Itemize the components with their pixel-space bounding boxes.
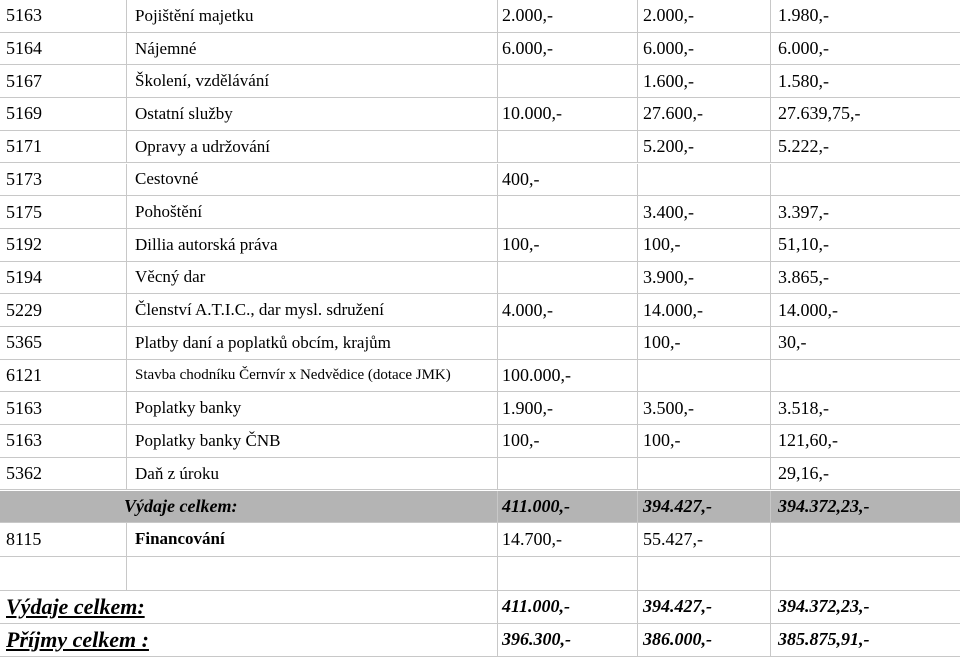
item-name: Nájemné	[135, 38, 197, 58]
item-name: Stavba chodníku Černvír x Nedvědice (dotace JMK)	[135, 367, 451, 384]
column-divider	[770, 98, 771, 130]
budget-approved: 10.000,-	[502, 103, 562, 124]
column-divider	[770, 425, 771, 457]
column-divider	[126, 0, 127, 32]
budget-adjusted: 6.000,-	[643, 38, 694, 59]
account-code: 5163	[6, 5, 42, 26]
account-code: 6121	[6, 365, 42, 386]
item-name: Cestovné	[135, 169, 199, 189]
column-divider	[770, 327, 771, 359]
column-divider	[770, 65, 771, 97]
column-divider	[770, 360, 771, 392]
item-name: Platby daní a poplatků obcím, krajům	[135, 332, 391, 352]
account-code: 5362	[6, 463, 42, 484]
account-code: 5163	[6, 430, 42, 451]
budget-approved: 100.000,-	[502, 365, 571, 386]
column-divider	[126, 98, 127, 130]
account-code: 5175	[6, 201, 42, 222]
budget-actual: 29,16,-	[778, 463, 829, 484]
budget-approved: 2.000,-	[502, 5, 553, 26]
column-divider	[637, 327, 638, 359]
column-divider	[126, 360, 127, 392]
column-divider	[770, 523, 771, 556]
column-divider	[497, 523, 498, 556]
summary-actual: 394.372,23,-	[778, 596, 870, 616]
budget-actual: 27.639,75,-	[778, 103, 861, 124]
column-divider	[770, 131, 771, 163]
column-divider	[637, 0, 638, 32]
table-row	[0, 360, 960, 393]
account-code: 5171	[6, 136, 42, 157]
financing-name: Financování	[135, 529, 225, 548]
budget-adjusted: 100,-	[643, 332, 681, 353]
column-divider	[126, 229, 127, 261]
account-code: 5164	[6, 38, 42, 59]
table-row	[0, 98, 960, 131]
budget-approved: 100,-	[502, 234, 540, 255]
item-name: Pohoštění	[135, 202, 203, 222]
table-row	[0, 196, 960, 229]
column-divider	[637, 425, 638, 457]
column-divider	[126, 262, 127, 294]
item-name: Daň z úroku	[135, 463, 220, 483]
column-divider	[126, 458, 127, 490]
budget-adjusted: 100,-	[643, 234, 681, 255]
item-name: Členství A.T.I.C., dar mysl. sdružení	[135, 300, 384, 320]
column-divider	[637, 523, 638, 556]
column-divider	[497, 229, 498, 261]
budget-actual: 1.580,-	[778, 70, 829, 91]
column-divider	[637, 65, 638, 97]
table-row	[0, 294, 960, 327]
budget-adjusted: 14.000,-	[643, 299, 703, 320]
item-name: Poplatky banky ČNB	[135, 430, 281, 450]
subtotal-label: Výdaje celkem:	[124, 495, 238, 516]
budget-actual: 3.865,-	[778, 266, 829, 287]
column-divider	[126, 523, 127, 556]
table-row	[0, 65, 960, 98]
budget-adjusted: 3.500,-	[643, 397, 694, 418]
table-row	[0, 262, 960, 295]
subtotal-approved: 411.000,-	[502, 495, 571, 516]
column-divider	[770, 164, 771, 196]
financing-approved: 14.700,-	[502, 528, 562, 549]
column-divider	[497, 164, 498, 196]
budget-actual: 51,10,-	[778, 234, 829, 255]
financing-code: 8115	[6, 528, 42, 549]
subtotal-row	[0, 491, 960, 523]
column-divider	[497, 557, 498, 590]
column-divider	[637, 458, 638, 490]
column-divider	[637, 33, 638, 65]
column-divider	[126, 425, 127, 457]
column-divider	[497, 360, 498, 392]
budget-approved: 6.000,-	[502, 38, 553, 59]
subtotal-adjusted: 394.427,-	[643, 495, 712, 516]
column-divider	[770, 196, 771, 228]
column-divider	[637, 229, 638, 261]
account-code: 5365	[6, 332, 42, 353]
table-row	[0, 0, 960, 33]
budget-adjusted: 2.000,-	[643, 5, 694, 26]
budget-actual: 6.000,-	[778, 38, 829, 59]
summary-actual: 385.875,91,-	[778, 629, 870, 649]
budget-actual: 1.980,-	[778, 5, 829, 26]
column-divider	[637, 624, 638, 656]
column-divider	[637, 557, 638, 590]
column-divider	[126, 131, 127, 163]
financing-row	[0, 523, 960, 557]
column-divider	[126, 65, 127, 97]
summary-row	[0, 624, 960, 657]
item-name: Ostatní služby	[135, 103, 233, 123]
column-divider	[770, 591, 771, 623]
column-divider	[637, 196, 638, 228]
empty-row	[0, 557, 960, 591]
column-divider	[497, 294, 498, 326]
budget-approved: 400,-	[502, 168, 540, 189]
column-divider	[637, 131, 638, 163]
summary-adjusted: 386.000,-	[643, 629, 712, 649]
column-divider	[126, 392, 127, 424]
table-row	[0, 164, 960, 197]
table-row	[0, 229, 960, 262]
account-code: 5169	[6, 103, 42, 124]
item-name: Věcný dar	[135, 267, 206, 287]
column-divider	[637, 360, 638, 392]
column-divider	[637, 591, 638, 623]
budget-adjusted: 1.600,-	[643, 70, 694, 91]
column-divider	[126, 33, 127, 65]
item-name: Poplatky banky	[135, 398, 242, 418]
summary-row	[0, 591, 960, 624]
column-divider	[497, 591, 498, 623]
column-divider	[497, 624, 498, 656]
table-row	[0, 392, 960, 425]
budget-actual: 5.222,-	[778, 136, 829, 157]
summary-label: Příjmy celkem :	[6, 626, 149, 652]
budget-approved: 1.900,-	[502, 397, 553, 418]
column-divider	[497, 65, 498, 97]
summary-label: Výdaje celkem:	[6, 593, 145, 619]
table-row	[0, 33, 960, 66]
column-divider	[497, 491, 498, 522]
table-row	[0, 327, 960, 360]
budget-actual: 3.518,-	[778, 397, 829, 418]
column-divider	[637, 164, 638, 196]
column-divider	[770, 458, 771, 490]
column-divider	[126, 164, 127, 196]
account-code: 5167	[6, 70, 42, 91]
column-divider	[637, 491, 638, 522]
summary-approved: 396.300,-	[502, 629, 571, 649]
column-divider	[637, 98, 638, 130]
account-code: 5192	[6, 234, 42, 255]
account-code: 5229	[6, 299, 42, 320]
column-divider	[126, 327, 127, 359]
column-divider	[497, 196, 498, 228]
financing-adjusted: 55.427,-	[643, 528, 703, 549]
column-divider	[770, 392, 771, 424]
column-divider	[770, 262, 771, 294]
budget-actual: 3.397,-	[778, 201, 829, 222]
account-code: 5163	[6, 397, 42, 418]
column-divider	[497, 392, 498, 424]
budget-actual: 121,60,-	[778, 430, 838, 451]
column-divider	[770, 491, 771, 522]
budget-approved: 100,-	[502, 430, 540, 451]
budget-actual: 30,-	[778, 332, 807, 353]
budget-adjusted: 3.900,-	[643, 266, 694, 287]
summary-approved: 411.000,-	[502, 596, 571, 616]
column-divider	[497, 458, 498, 490]
column-divider	[637, 294, 638, 326]
table-row	[0, 458, 960, 491]
column-divider	[497, 98, 498, 130]
table-row	[0, 131, 960, 164]
budget-approved: 4.000,-	[502, 299, 553, 320]
column-divider	[126, 294, 127, 326]
column-divider	[126, 196, 127, 228]
column-divider	[637, 262, 638, 294]
budget-adjusted: 5.200,-	[643, 136, 694, 157]
column-divider	[497, 131, 498, 163]
column-divider	[770, 624, 771, 656]
column-divider	[497, 425, 498, 457]
account-code: 5173	[6, 168, 42, 189]
column-divider	[497, 327, 498, 359]
item-name: Školení, vzdělávání	[135, 71, 270, 91]
column-divider	[497, 0, 498, 32]
account-code: 5194	[6, 266, 42, 287]
column-divider	[497, 33, 498, 65]
subtotal-actual: 394.372,23,-	[778, 495, 870, 516]
table-row	[0, 425, 960, 458]
item-name: Pojištění majetku	[135, 5, 254, 25]
column-divider	[770, 0, 771, 32]
budget-adjusted: 27.600,-	[643, 103, 703, 124]
item-name: Dillia autorská práva	[135, 234, 278, 254]
budget-actual: 14.000,-	[778, 299, 838, 320]
column-divider	[770, 229, 771, 261]
column-divider	[497, 262, 498, 294]
item-name: Opravy a udržování	[135, 136, 271, 156]
column-divider	[770, 294, 771, 326]
column-divider	[770, 557, 771, 590]
budget-adjusted: 3.400,-	[643, 201, 694, 222]
column-divider	[126, 557, 127, 590]
column-divider	[637, 392, 638, 424]
budget-adjusted: 100,-	[643, 430, 681, 451]
summary-adjusted: 394.427,-	[643, 596, 712, 616]
column-divider	[770, 33, 771, 65]
